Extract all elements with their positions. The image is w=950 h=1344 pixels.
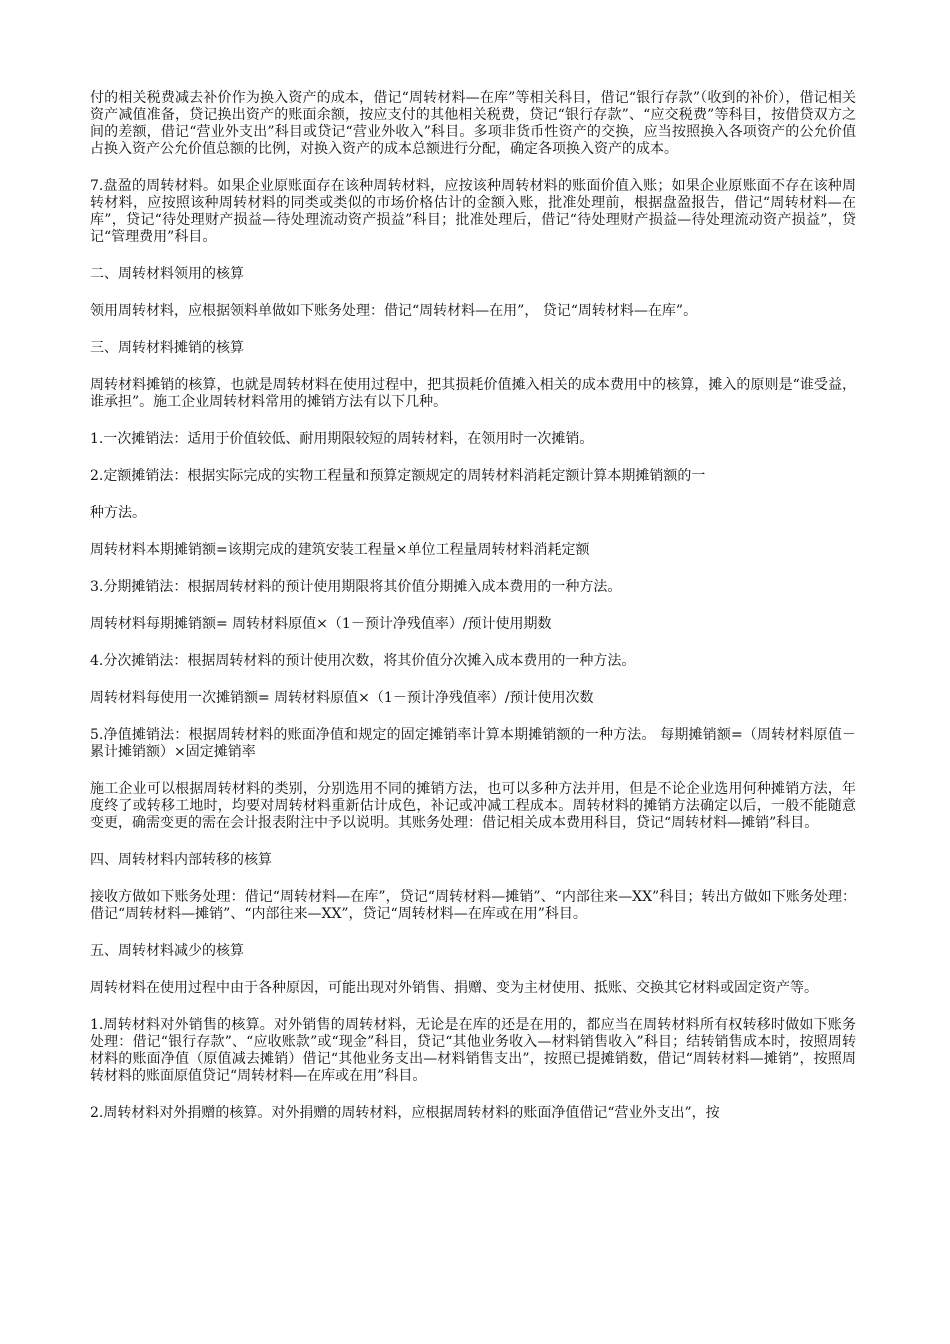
section-heading-decrease: 五、周转材料减少的核算	[90, 943, 244, 959]
paragraph-method-quota-cont: 种方法。	[90, 505, 146, 521]
paragraph-inventory-surplus: 7.盘盈的周转材料。如果企业原账面存在该种周转材料，应按该种周转材料的账面价值入账；如果企业原账面不存在该种周转材料，应按照该种周转材料的同类或类似的市场价格估计的金额入账，批准处理前，根据盘盈报告，借记“周转材料—在库”，贷记“待处理财产损益—待处理流动资产损益”科目；批准处理后，借记“待处理财产损益—待处理流动资产损益”，贷记“管理费用”科目。	[90, 178, 856, 245]
formula-per-use: 周转材料每使用一次摊销额= 周转材料原值×（1－预计净残值率）/预计使用次数	[90, 690, 594, 706]
paragraph-method-choice: 施工企业可以根据周转材料的类别，分别选用不同的摊销方法，也可以多种方法并用，但是不论企业选用何种摊销方法，年度终了或转移工地时，均要对周转材料重新估计成色，补记或冲减工程成本。周转材料的摊销方法确定以后，一般不能随意变更，确需变更的需在会计报表附注中予以说明。其账务处理：借记相关成本费用科目，贷记“周转材料—摊销”科目。	[90, 781, 856, 831]
paragraph-amortization-intro: 周转材料摊销的核算，也就是周转材料在使用过程中，把其损耗价值摊入相关的成本费用中的核算，摊入的原则是“谁受益，谁承担”。施工企业周转材料常用的摊销方法有以下几种。	[90, 377, 856, 410]
paragraph-method-net-value: 5.净值摊销法：根据周转材料的账面净值和规定的固定摊销率计算本期摊销额的一种方法。 每期摊销额=（周转材料原值－累计摊销额）×固定摊销率	[90, 727, 856, 760]
formula-quota: 周转材料本期摊销额=该期完成的建筑安装工程量×单位工程量周转材料消耗定额	[90, 542, 590, 558]
section-heading-internal-transfer: 四、周转材料内部转移的核算	[90, 852, 272, 868]
paragraph-requisition: 领用周转材料，应根据领料单做如下账务处理：借记“周转材料—在用”， 贷记“周转材料—在库”。	[90, 303, 698, 319]
paragraph-method-quota: 2.定额摊销法：根据实际完成的实物工程量和预算定额规定的周转材料消耗定额计算本期摊销额的一	[90, 468, 706, 484]
paragraph-donation: 2.周转材料对外捐赠的核算。对外捐赠的周转材料，应根据周转材料的账面净值借记“营业外支出”，按	[90, 1105, 720, 1121]
paragraph-method-per-use: 4.分次摊销法：根据周转材料的预计使用次数，将其价值分次摊入成本费用的一种方法。	[90, 653, 636, 669]
section-heading-amortization: 三、周转材料摊销的核算	[90, 340, 244, 356]
section-heading-requisition: 二、周转材料领用的核算	[90, 266, 244, 282]
paragraph-method-one-time: 1.一次摊销法：适用于价值较低、耐用期限较短的周转材料，在领用时一次摊销。	[90, 431, 594, 447]
formula-periodic: 周转材料每期摊销额= 周转材料原值×（1－预计净残值率）/预计使用期数	[90, 616, 552, 632]
paragraph-exchange-cost: 付的相关税费减去补价作为换入资产的成本，借记“周转材料—在库”等相关科目，借记“银行存款”（收到的补价），借记相关资产减值准备，贷记换出资产的账面余额，按应支付的其他相关税费，贷记“银行存款”、“应交税费”等科目，按借贷双方之间的差额，借记“营业外支出”科目或贷记“营业外收入”科目。多项非货币性资产的交换，应当按照换入各项资产的公允价值占换入资产公允价值总额的比例，对换入资产的成本总额进行分配，确定各项换入资产的成本。	[90, 90, 856, 157]
paragraph-external-sale: 1.周转材料对外销售的核算。对外销售的周转材料，无论是在库的还是在用的，都应当在周转材料所有权转移时做如下账务处理：借记“银行存款”、“应收账款”或“现金”科目，贷记“其他业务收入—材料销售收入”科目；结转销售成本时，按照周转材料的账面净值（原值减去摊销）借记“其他业务支出—材料销售支出”，按照已提摊销数，借记“周转材料—摊销”，按照周转材料的账面原值贷记“周转材料—在库或在用”科目。	[90, 1017, 856, 1084]
paragraph-method-periodic: 3.分期摊销法：根据周转材料的预计使用期限将其价值分期摊入成本费用的一种方法。	[90, 579, 622, 595]
document-page	[90, 90, 856, 1142]
paragraph-decrease-intro: 周转材料在使用过程中由于各种原因，可能出现对外销售、捐赠、变为主材使用、抵账、交换其它材料或固定资产等。	[90, 980, 818, 996]
paragraph-internal-transfer: 接收方做如下账务处理：借记“周转材料—在库”，贷记“周转材料—摊销”、“内部往来—XX”科目；转出方做如下账务处理：借记“周转材料—摊销”、“内部往来—XX”，贷记“周转材料—在库或在用”科目。	[90, 889, 856, 922]
